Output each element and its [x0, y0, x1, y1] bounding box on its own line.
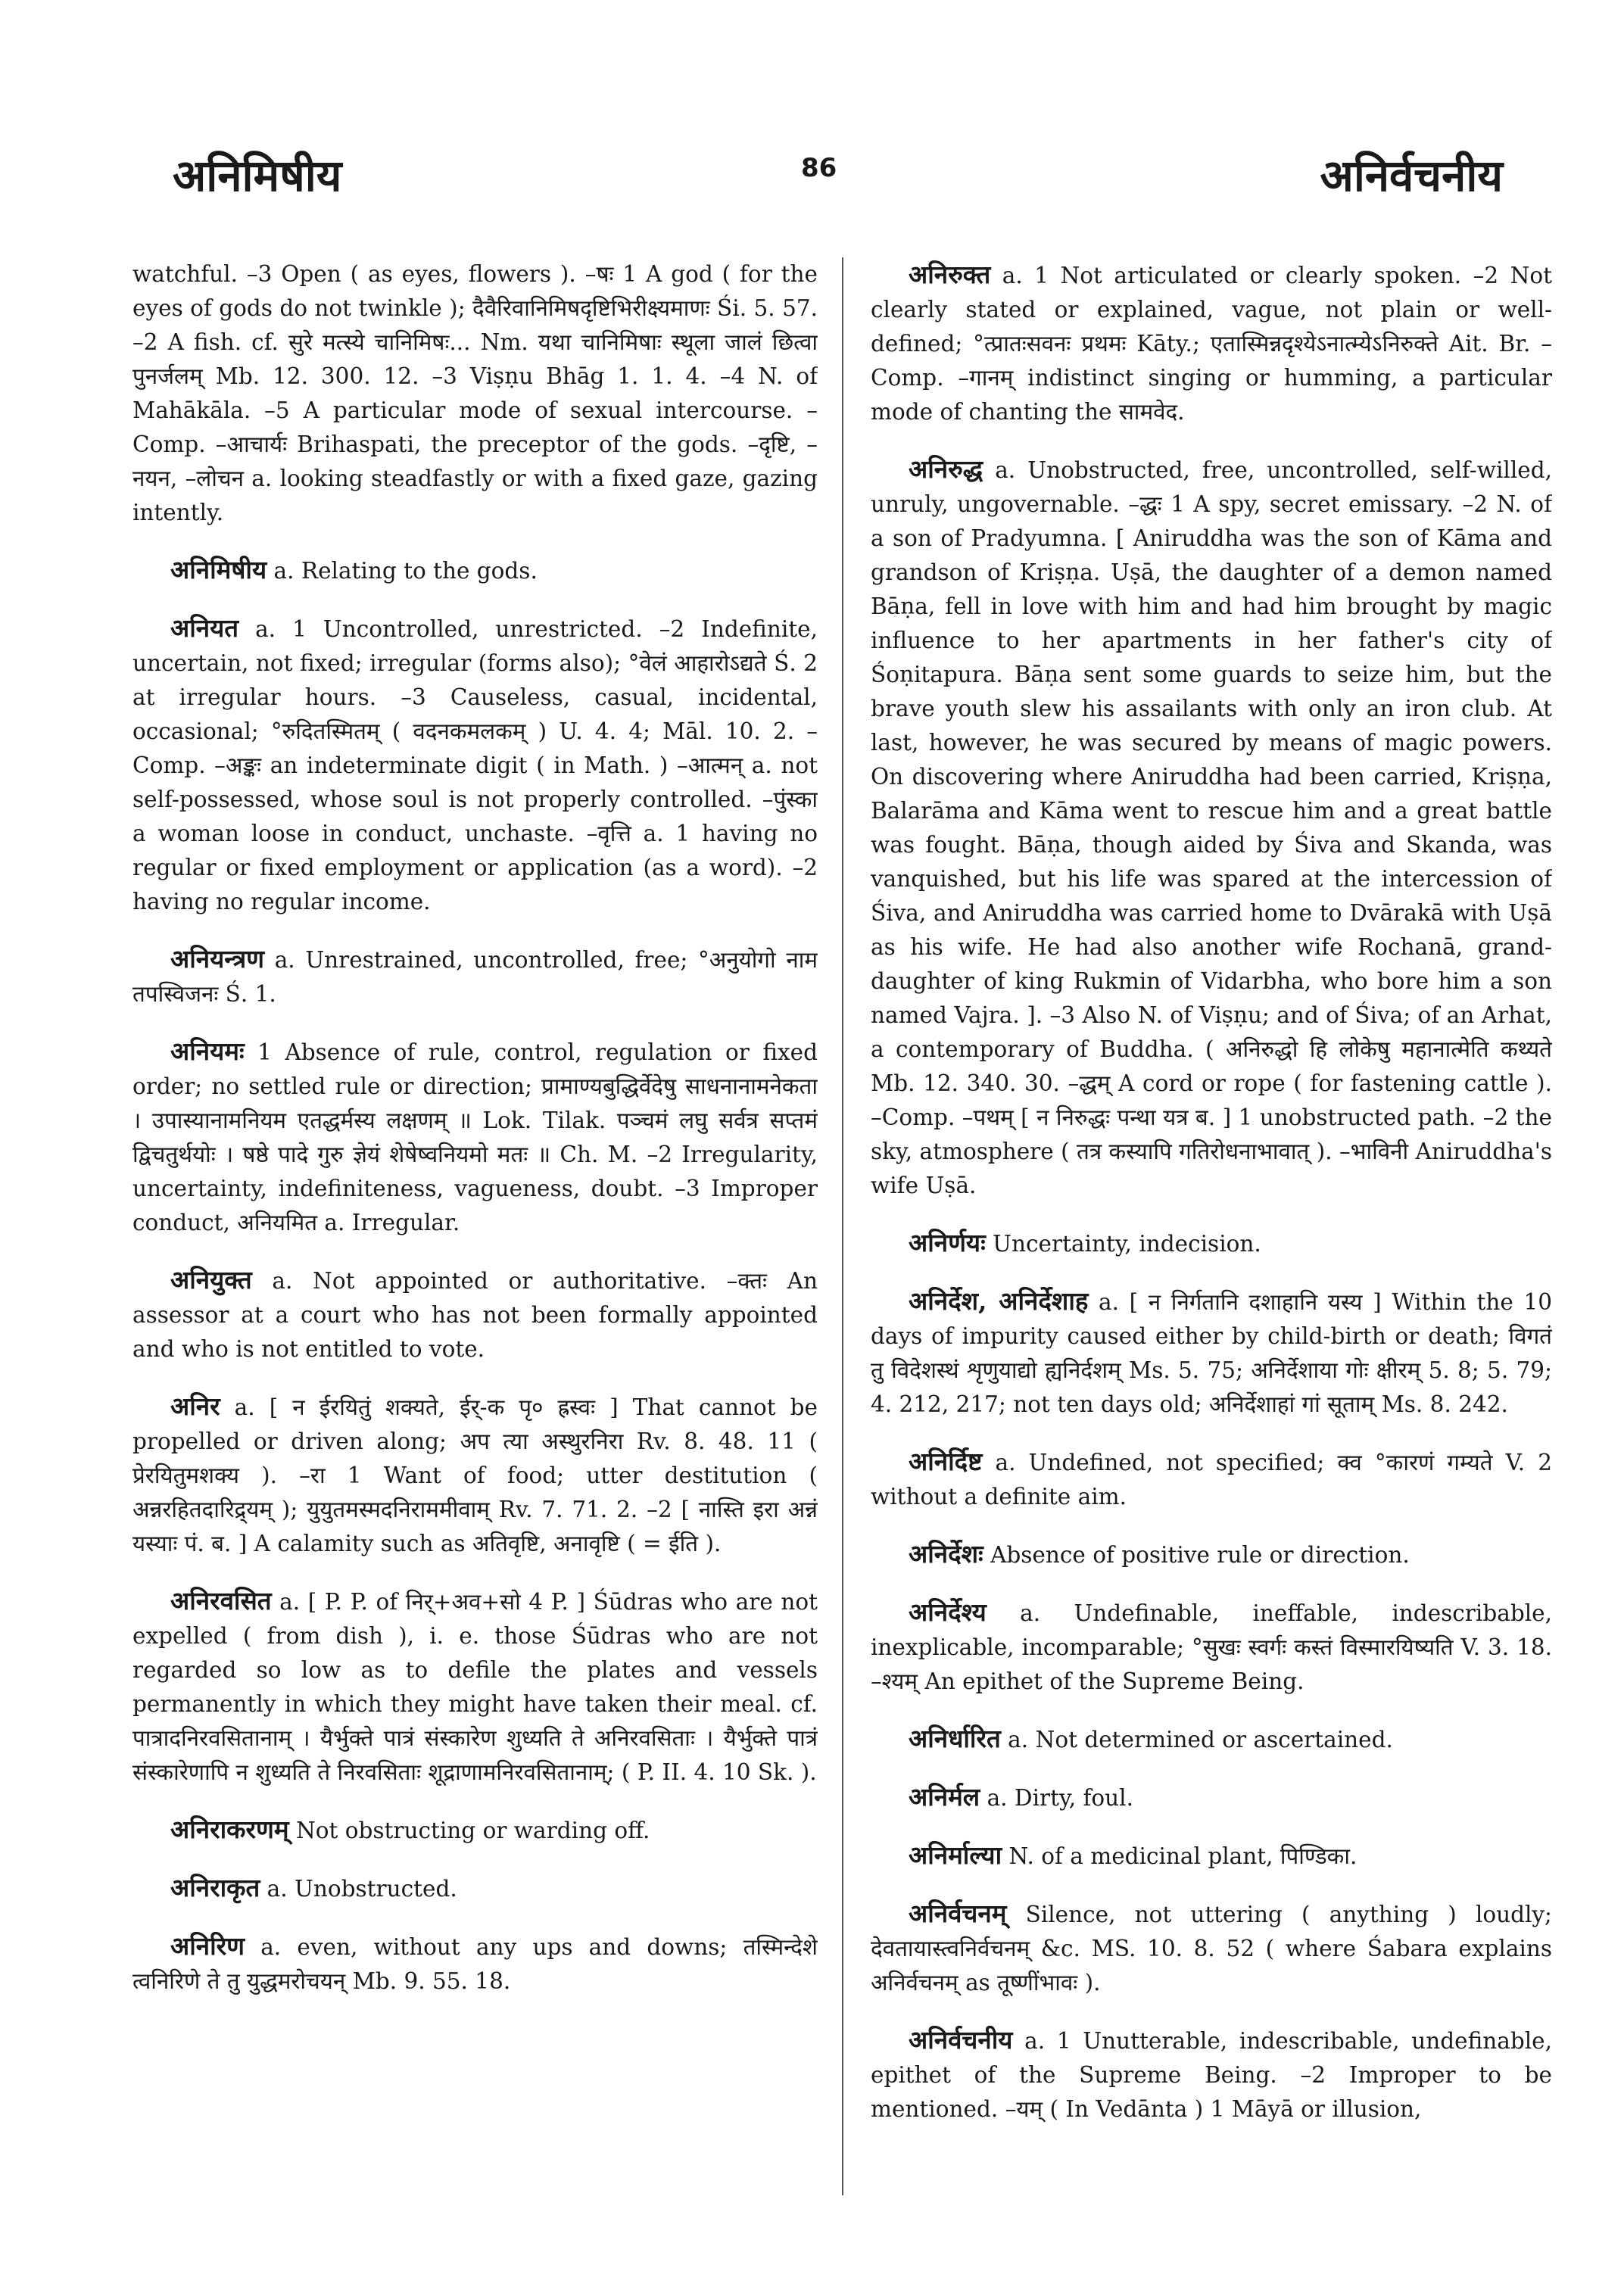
entry-headword: अनिराकृत	[170, 1873, 260, 1902]
entry-headword: अनिरुद्ध	[909, 454, 983, 484]
entry-headword: अनियुक्त	[170, 1265, 252, 1294]
entry-headword: अनिर्देश, अनिर्देशाह	[909, 1286, 1089, 1316]
entry-headword: अनियत	[170, 613, 239, 643]
dictionary-entry	[132, 553, 818, 588]
entry-definition: 1 Absence of rule, control, regulation or fixed order; no settled rule or direction; प्रामाण्यबुद्धिर्वेदेषु साधनानामनेकता । उपास्यानामनियम एतद्धर्मस्य लक्षणम् ॥ Lok. Tilak. पञ्चमं लघु सर्वत्र सप्तमं द्विचतुर्थयोः । षष्ठे पादे गुरु ज्ञेयं शेषेष्वनियमो मतः ॥ Ch. M. –2 Irregularity, uncertainty, indefiniteness, vagueness, doubt. –3 Improper conduct, अनियमित a. Irregular.	[132, 1039, 818, 1235]
entry-headword: अनिर्धारित	[909, 1724, 1001, 1753]
entry-definition: a. Not determined or ascertained.	[1008, 1727, 1393, 1752]
entry-headword: अनिरवसित	[170, 1586, 272, 1615]
dictionary-entry	[871, 452, 1552, 1203]
entry-definition: a. Relating to the gods.	[273, 558, 538, 584]
page-number: 86	[801, 153, 837, 183]
dictionary-entry	[871, 1284, 1552, 1422]
column-divider	[842, 257, 843, 2195]
entry-definition: a. Undefined, not specified; क्व °कारणं गम्यते V. 2 without a definite aim.	[871, 1450, 1552, 1509]
entry-headword: अनिर्वचनम्	[909, 1899, 1007, 1928]
entry-headword: अनिर्दिष्ट	[909, 1447, 983, 1476]
entry-definition: a. 1 Unutterable, indescribable, undefinable, epithet of the Supreme Being. –2 Improper to be mentioned. –यम् ( In Vedānta ) 1 Māyā or illusion,	[871, 2028, 1552, 2122]
entry-definition: a. even, without any ups and downs; तस्मिन्देशे त्वनिरिणे ते तु युद्धमरोचयन् Mb. 9. 55. 18.	[132, 1934, 818, 1994]
dictionary-entry	[132, 942, 818, 1011]
entry-headword: अनिर्देश्य	[909, 1597, 987, 1627]
entry-definition: Not obstructing or warding off.	[295, 1818, 650, 1843]
entry-headword: अनिराकरणम्	[170, 1815, 289, 1844]
dictionary-entry	[871, 1780, 1552, 1815]
dictionary-entry	[132, 1034, 818, 1240]
page-header	[0, 144, 1624, 227]
dictionary-entry	[871, 1226, 1552, 1261]
entry-definition: a. Unobstructed.	[267, 1876, 457, 1902]
entry-headword: अनिर	[170, 1391, 220, 1421]
dictionary-entry	[871, 1896, 1552, 2000]
entry-headword: अनिरुक्त	[909, 260, 991, 289]
entry-definition: a. Undefinable, ineffable, indescribable, inexplicable, incomparable; °सुखः स्वर्गः कस्तं विस्मारयिष्यति V. 3. 18. –श्यम् An epithet of the Supreme Being.	[871, 1600, 1552, 1694]
entry-definition: a. Unrestrained, uncontrolled, free; °अनुयोगो नाम तपस्विजनः Ś. 1.	[132, 947, 818, 1007]
entry-headword: अनिरिण	[170, 1931, 245, 1961]
entry-headword: अनिमिषीय	[170, 555, 267, 584]
entry-definition: a. 1 Not articulated or clearly spoken. –2 Not clearly stated or explained, vague, not plain or well-defined; °त्प्रातःसवनः प्रथमः Kāty.; एतास्मिन्नदृश्येऽनात्म्येऽनिरुक्ते Ait. Br. –Comp. –गानम् indistinct singing or humming, a particular mode of chanting the सामवेद.	[871, 263, 1552, 425]
entry-definition: a. Dirty, foul.	[987, 1785, 1133, 1811]
right-guide-word: अनिर्वचनीय	[1320, 150, 1503, 201]
left-column	[132, 257, 818, 2226]
entry-definition: Silence, not uttering ( anything ) loudly; देवतायास्त्वनिर्वचनम् &c. MS. 10. 8. 52 ( where Śabara explains अनिर्वचनम् as तूष्णींभावः ).	[871, 1902, 1552, 1995]
entry-definition: N. of a medicinal plant, पिण्डिका.	[1008, 1843, 1357, 1869]
dictionary-entry	[871, 2023, 1552, 2126]
entry-headword: अनिर्वचनीय	[909, 2025, 1013, 2055]
entry-definition: a. [ P. P. of निर्+अव+सो 4 P. ] Śūdras who are not expelled ( from dish ), i. e. those Śūdras who are not regarded so low as to defile the plates and vessels permanently in which they might have taken their meal. cf. पात्रादनिरवसितानाम् । यैर्भुक्ते पात्रं संस्कारेण शुध्यति ते अनिरवसिताः । यैर्भुक्ते पात्रं संस्कारेणापि न शुध्यति ते निरवसिताः शूद्राणामनिरवसितानाम्; ( P. II. 4. 10 Sk. ).	[132, 1589, 818, 1785]
dictionary-entry	[871, 1444, 1552, 1514]
entry-definition: Uncertainty, indecision.	[993, 1231, 1261, 1257]
dictionary-entry	[871, 1537, 1552, 1572]
entry-headword: अनिर्मल	[909, 1782, 980, 1812]
entry-definition: a. Unobstructed, free, uncontrolled, self-willed, unruly, ungovernable. –द्धः 1 A spy, secret emissary. –2 N. of a son of Pradyumna. [ Aniruddha was the son of Kāma and grandson of Kriṣṇa. Uṣā, the daughter of a demon named Bāṇa, fell in love with him and had him brought by magic influence to her apartments in her father's city of Śoṇitapura. Bāṇa sent some guards to seize him, but the brave youth slew his assailants with only an iron club. At last, however, he was secured by means of magic powers. On discovering where Aniruddha had been carried, Kriṣṇa, Balarāma and Kāma went to rescue him and a great battle was fought. Bāṇa, though aided by Śiva and Skanda, was vanquished, but his life was spared at the intercession of Śiva, and Aniruddha was carried home to Dvārakā with Uṣā as his wife. He had also another wife Rochanā, grand-daughter of king Rukmin of Vidarbha, who bore him a son named Vajra. ]. –3 Also N. of Viṣṇu; and of Śiva; of an Arhat, a contemporary of Buddha. ( अनिरुद्धो हि लोकेषु महानात्मेति कथ्यते Mb. 12. 340. 30. –द्धम् A cord or rope ( for fastening cattle ). –Comp. –पथम् [ न निरुद्धः पन्था यत्र ब. ] 1 unobstructed path. –2 the sky, atmosphere ( तत्र कस्यापि गतिरोधनाभावात् ). –भाविनी Aniruddha's wife Uṣā.	[871, 457, 1552, 1198]
entry-definition: Absence of positive rule or direction.	[990, 1542, 1410, 1568]
dictionary-entry	[871, 1595, 1552, 1699]
entry-headword: अनिर्णयः	[909, 1228, 986, 1257]
dictionary-entry	[132, 1263, 818, 1366]
dictionary-entry	[132, 1929, 818, 1999]
entry-definition: a. Not appointed or authoritative. –क्तः An assessor at a court who has not been formally appointed and who is not entitled to vote.	[132, 1268, 818, 1362]
dictionary-entry	[132, 1389, 818, 1561]
dictionary-entry	[132, 611, 818, 919]
dictionary-entry	[132, 1584, 818, 1790]
entry-headword: अनिर्देशः	[909, 1539, 983, 1569]
left-guide-word: अनिमिषीय	[173, 150, 342, 201]
dictionary-entry	[871, 257, 1552, 429]
dictionary-entry	[132, 1812, 818, 1848]
entry-headword: अनियमः	[170, 1036, 245, 1066]
entry-definition: a. 1 Uncontrolled, unrestricted. –2 Indefinite, uncertain, not fixed; irregular (forms also); °वेलं आहारोऽद्यते Ś. 2 at irregular hours. –3 Causeless, casual, incidental, occasional; °रुदितस्मितम् ( वदनकमलकम् ) U. 4. 4; Māl. 10. 2. –Comp. –अङ्कः an indeterminate digit ( in Math. ) –आत्मन् a. not self-possessed, whose soul is not properly controlled. –पुंस्का a woman loose in conduct, unchaste. –वृत्ति a. 1 having no regular or fixed employment or application (as a word). –2 having no regular income.	[132, 616, 818, 914]
entry-definition: a. [ न निर्गतानि दशाहानि यस्य ] Within the 10 days of impurity caused either by child-birth or death; विगतं तु विदेशस्थं शृणुयाद्यो ह्यनिर्दशम् Ms. 5. 75; अनिर्देशाया गोः क्षीरम् 5. 8; 5. 79; 4. 212, 217; not ten days old; अनिर्देशाहां गां सूताम् Ms. 8. 242.	[871, 1289, 1552, 1417]
entry-definition: a. [ न ईरयितुं शक्यते, ईर्-क पृ० ह्रस्वः ] That cannot be propelled or driven along; अप त्या अस्थुरनिरा Rv. 8. 48. 11 ( प्रेरयितुमशक्य ). –रा 1 Want of food; utter destitution ( अन्नरहितदारिद्र्यम् ); युयुतमस्मदनिराममीवाम् Rv. 7. 71. 2. –2 [ नास्ति इरा अन्नं यस्याः पं. ब. ] A calamity such as अतिवृष्टि, अनावृष्टि ( = ईति ).	[132, 1394, 818, 1556]
dictionary-entry	[132, 1871, 818, 1906]
entry-headword: अनिर्माल्या	[909, 1840, 1002, 1870]
dictionary-entry	[871, 1838, 1552, 1874]
entry-definition: watchful. –3 Open ( as eyes, flowers ). –षः 1 A god ( for the eyes of gods do not twinkle ); दैवैरिवानिमिषदृष्टिभिरीक्ष्यमाणः Śi. 5. 57. –2 A fish. cf. सुरे मत्स्ये चानिमिषः... Nm. यथा चानिमिषाः स्थूला जालं छित्वा पुनर्जलम् Mb. 12. 300. 12. –3 Viṣṇu Bhāg 1. 1. 4. –4 N. of Mahākāla. –5 A particular mode of sexual intercourse. –Comp. –आचार्यः Brihaspati, the preceptor of the gods. –दृष्टि, –नयन, –लोचन a. looking steadfastly or with a fixed gaze, gazing intently.	[132, 261, 818, 525]
dictionary-entry	[132, 257, 818, 530]
dictionary-entry	[871, 1721, 1552, 1757]
entry-headword: अनियन्त्रण	[170, 944, 265, 974]
right-column	[871, 257, 1552, 2226]
